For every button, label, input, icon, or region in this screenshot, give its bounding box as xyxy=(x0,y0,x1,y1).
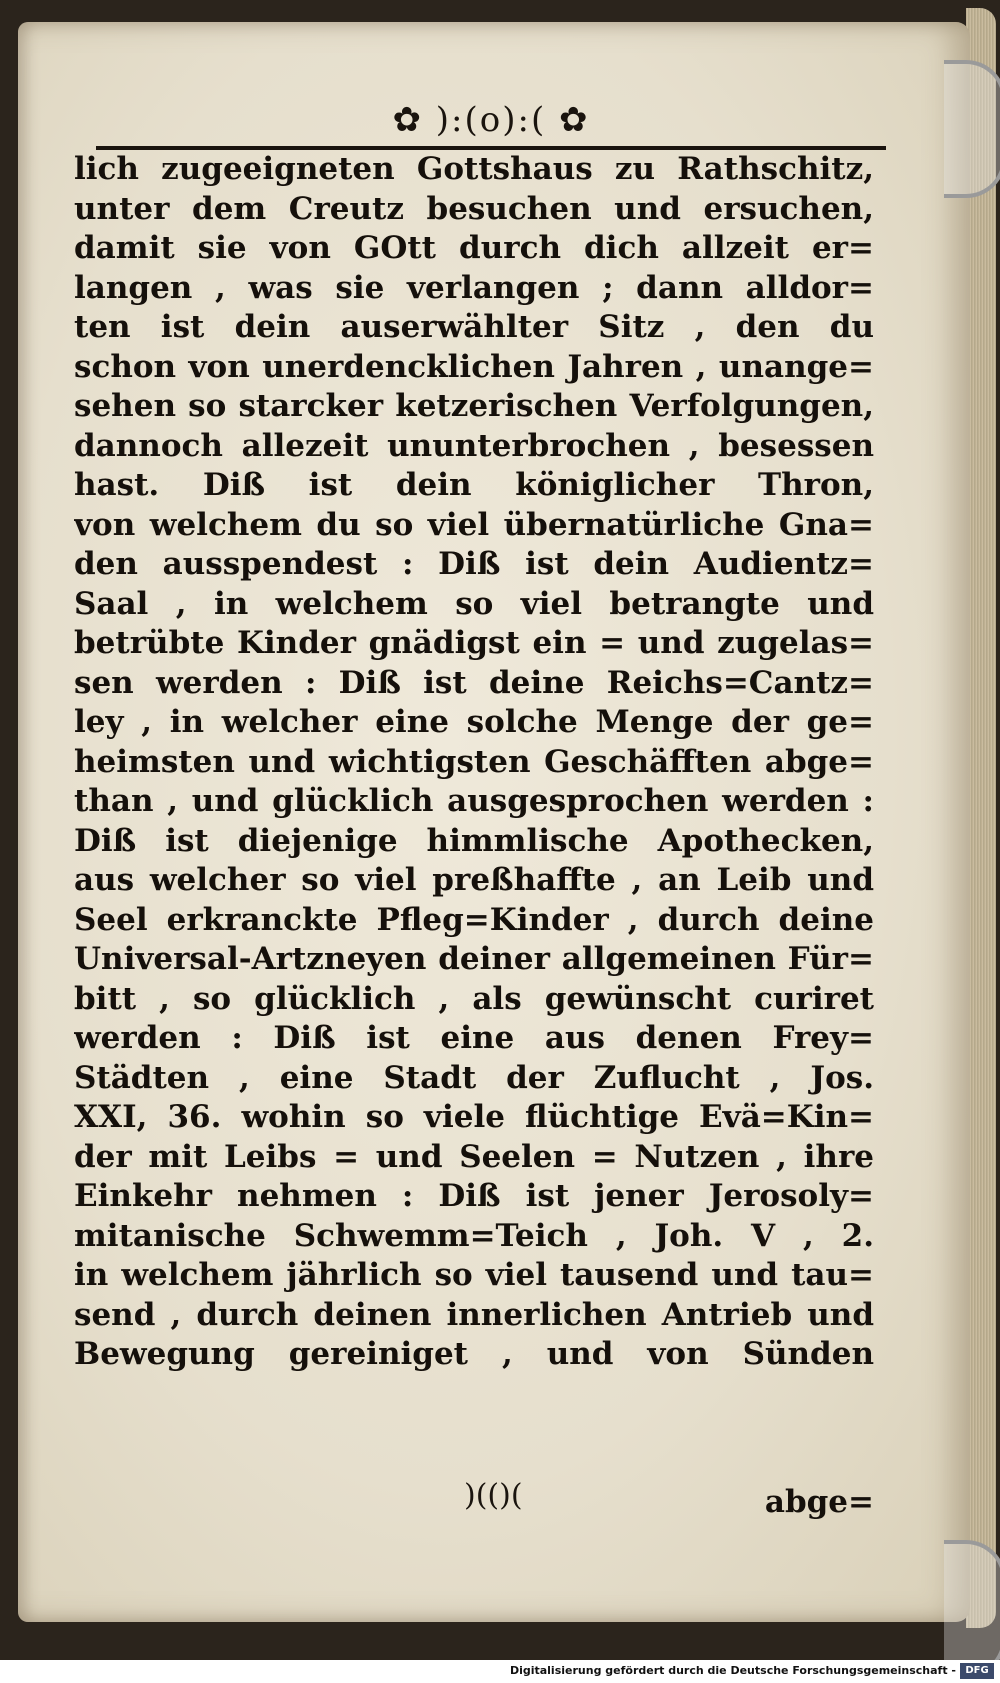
credit-bar xyxy=(0,1660,1000,1683)
text-line: Städten , eine Stadt der Zuflucht , Jos. xyxy=(74,1059,874,1096)
text-line: unter dem Creutz besuchen und ersuchen, xyxy=(74,190,874,227)
text-line: in welchem jährlich so viel tausend und tau= xyxy=(74,1257,874,1293)
text-line: werden : Diß ist eine aus denen Frey= xyxy=(74,1020,874,1056)
text-line: heimsten und wichtigsten Geschäfften abge= xyxy=(74,743,874,780)
text-line: dannoch allezeit ununterbrochen , besessen xyxy=(74,427,874,464)
dfg-logo: DFG xyxy=(960,1663,994,1679)
text-line: langen , was sie verlangen ; dann alldor= xyxy=(74,269,874,306)
text-line: ley , in welcher eine solche Menge der ge= xyxy=(74,704,874,740)
text-line: lich zugeeigneten Gottshaus zu Rathschitz, xyxy=(74,151,874,187)
page-clip-bottom xyxy=(944,1540,1000,1678)
text-line: damit sie von GOtt durch dich allzeit er= xyxy=(74,230,874,266)
text-line: hast. Diß ist dein königlicher Thron, xyxy=(74,467,874,503)
text-line: mitanische Schwemm=Teich , Joh. V , 2. xyxy=(74,1217,874,1254)
text-line: than , und glücklich ausgesprochen werden : xyxy=(74,783,874,819)
text-line: von welchem du so viel übernatürliche Gna= xyxy=(74,506,874,543)
text-line: aus welcher so viel preßhaffte , an Leib und xyxy=(74,862,874,898)
text-line: Bewegung gereiniget , und von Sünden xyxy=(74,1336,874,1372)
text-line: Seel erkranckte Pfleg=Kinder , durch deine xyxy=(74,901,874,938)
text-line: sehen so starcker ketzerischen Verfolgungen, xyxy=(74,388,874,424)
text-line: XXI, 36. wohin so viele flüchtige Evä=Kin= xyxy=(74,1099,874,1135)
page-footer xyxy=(74,1478,874,1524)
text-line: Einkehr nehmen : Diß ist jener Jerosoly= xyxy=(74,1178,874,1214)
body-text xyxy=(74,150,874,1375)
credit-text: Digitalisierung gefördert durch die Deutsche Forschungsgemeinschaft - xyxy=(509,1664,956,1677)
page-clip-top xyxy=(944,60,1000,198)
text-line: schon von unerdencklichen Jahren , unange= xyxy=(74,348,874,385)
page-edge xyxy=(966,8,996,1628)
signature-mark: )(()( xyxy=(464,1478,523,1513)
page-header-ornament: ✿ ):(o):( ✿ xyxy=(392,100,590,140)
text-line: betrübte Kinder gnädigst ein = und zugelas= xyxy=(74,625,874,661)
text-line: send , durch deinen innerlichen Antrieb und xyxy=(74,1296,874,1333)
text-line: bitt , so glücklich , als gewünscht curiret xyxy=(74,980,874,1017)
text-line: sen werden : Diß ist deine Reichs=Cantz= xyxy=(74,664,874,701)
text-line: den ausspendest : Diß ist dein Audientz= xyxy=(74,546,874,582)
text-line: ten ist dein auserwählter Sitz , den du xyxy=(74,309,874,345)
text-line: Universal-Artzneyen deiner allgemeinen Für= xyxy=(74,941,874,977)
catchword: abge= xyxy=(764,1484,874,1520)
text-line: der mit Leibs = und Seelen = Nutzen , ihre xyxy=(74,1138,874,1175)
text-line: Saal , in welchem so viel betrangte und xyxy=(74,585,874,622)
text-line: Diß ist diejenige himmlische Apothecken, xyxy=(74,822,874,859)
